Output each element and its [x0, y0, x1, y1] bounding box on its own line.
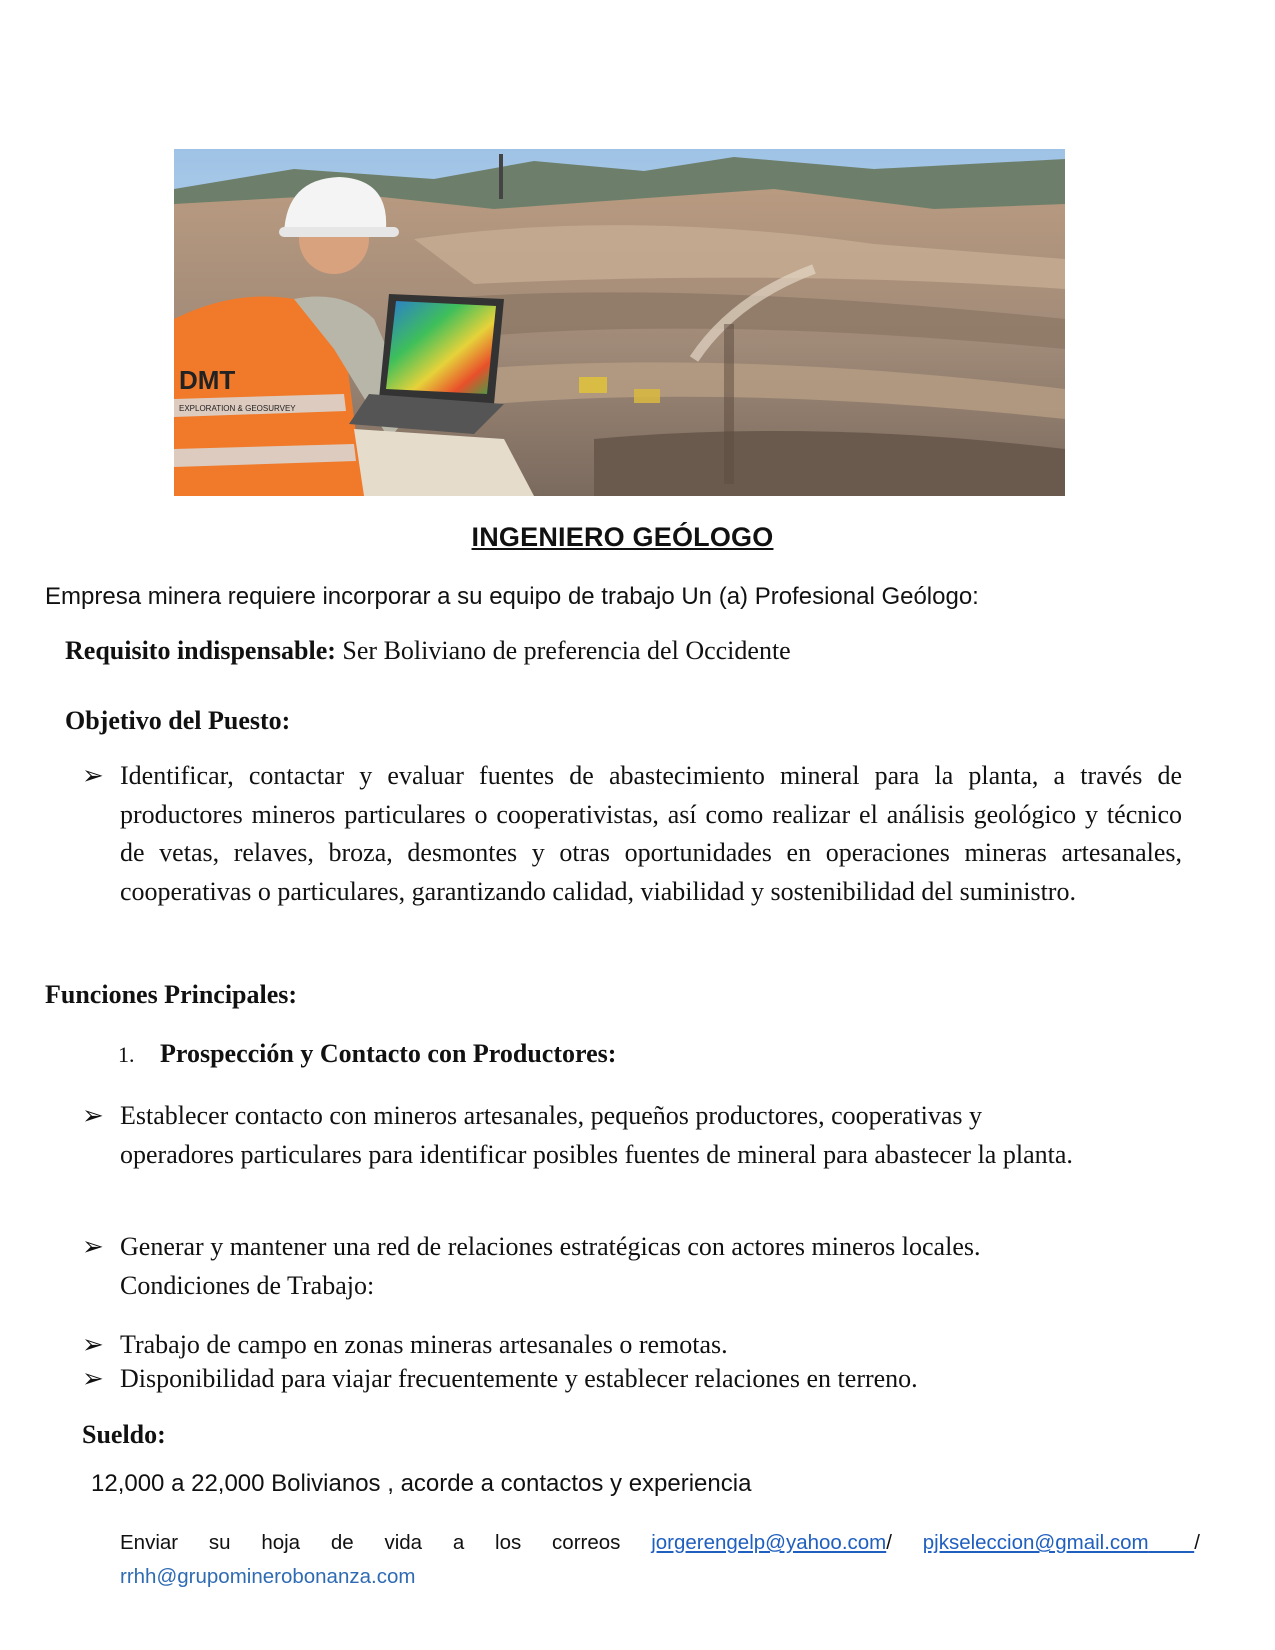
bullet-arrow-icon: ➢ — [82, 1330, 104, 1359]
salary-text: 12,000 a 22,000 Bolivianos , acorde a contactos y experiencia — [91, 1470, 752, 1497]
email-separator: / — [886, 1531, 892, 1554]
bullet-arrow-icon: ➢ — [82, 761, 104, 790]
bullet-arrow-icon: ➢ — [82, 1364, 104, 1393]
mining-geologist-photo — [174, 149, 1065, 496]
vest-subtitle: EXPLORATION & GEOSURVEY — [179, 404, 296, 413]
objective-bullet — [82, 757, 1182, 911]
contact-word: los — [495, 1531, 522, 1554]
salary-heading: Sueldo: — [82, 1420, 166, 1449]
function-bullet-3 — [82, 1328, 1102, 1362]
function-bullet-text: Disponibilidad para viajar frecuentemente y establecer relaciones en terreno. — [120, 1364, 918, 1393]
function-item-title: Prospección y Contacto con Productores: — [160, 1039, 617, 1068]
contact-word: correos — [552, 1531, 621, 1554]
function-bullet-4 — [82, 1362, 1102, 1396]
contact-word: su — [208, 1531, 231, 1554]
work-conditions-heading: Condiciones de Trabajo: — [120, 1270, 375, 1300]
function-bullet-text: Establecer contacto con mineros artesanales, pequeños productores, cooperativas y operadores particulares para identificar posibles fuentes de mineral para abastecer la planta. — [120, 1101, 1073, 1169]
function-bullet-text: Trabajo de campo en zonas mineras artesanales o remotas. — [120, 1330, 728, 1359]
function-item-1 — [118, 1039, 616, 1069]
functions-heading: Funciones Principales: — [45, 980, 298, 1009]
function-bullet-1 — [82, 1097, 1102, 1174]
contact-word: de — [330, 1531, 354, 1554]
email-separator: / — [1194, 1531, 1200, 1554]
function-item-number: 1. — [118, 1042, 135, 1067]
function-bullet-2 — [82, 1228, 1102, 1305]
function-bullet-text: Generar y mantener una red de relaciones estratégicas con actores mineros locales. — [120, 1232, 981, 1261]
job-title: INGENIERO GEÓLOGO — [471, 522, 774, 552]
contact-word: a — [452, 1531, 465, 1554]
contact-word: vida — [384, 1531, 423, 1554]
bullet-arrow-icon: ➢ — [82, 1101, 104, 1130]
contact-block — [120, 1526, 1200, 1594]
email-text-rrhh[interactable]: rrhh@grupominerobonanza.com — [120, 1565, 416, 1588]
email-link-yahoo[interactable]: jorgerengelp@yahoo.com — [651, 1531, 887, 1554]
vest-logo: DMT — [179, 365, 236, 395]
requirement-label: Requisito indispensable: — [65, 636, 336, 665]
hero-image — [174, 149, 1065, 496]
requirement-text: Ser Boliviano de preferencia del Occidente — [335, 636, 791, 665]
email-link-gmail[interactable]: pjkseleccion@gmail.com — [922, 1531, 1149, 1554]
bullet-arrow-icon: ➢ — [82, 1232, 104, 1261]
objective-text: Identificar, contactar y evaluar fuentes de abastecimiento mineral para la planta, a través de productores mineros particulares o cooperativistas, así como realizar el análisis geológico y técnico de vetas, relaves, broza, desmontes y otras oportunidades en operaciones mineras artesanales, cooperativas o particulares, garantizando calidad, viabilidad y sostenibilidad del suministro. — [120, 761, 1182, 906]
email-underline-gap — [1149, 1531, 1195, 1554]
intro-text: Empresa minera requiere incorporar a su equipo de trabajo Un (a) Profesional Geólogo: — [45, 583, 979, 610]
contact-line — [120, 1526, 1200, 1560]
contact-word: hoja — [261, 1531, 301, 1554]
requirement — [65, 636, 791, 666]
contact-word: Enviar — [120, 1531, 179, 1554]
objective-heading: Objetivo del Puesto: — [65, 706, 291, 735]
